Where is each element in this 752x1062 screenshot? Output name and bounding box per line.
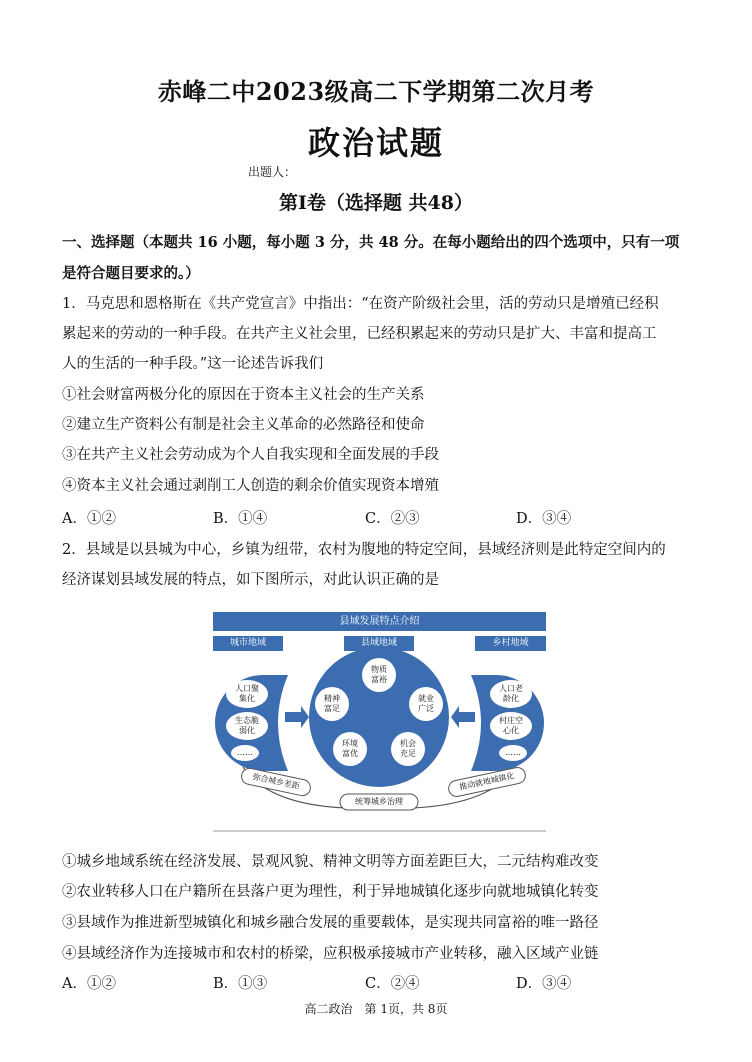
section-instruction-line2: 是符合题目要求的。）	[62, 265, 200, 282]
q1-option-b: B．①④	[213, 511, 268, 527]
left-item-1: 人口聚集化	[235, 684, 259, 703]
center-item-3: 就业广泛	[418, 694, 434, 713]
q2-item-1: ①城乡地域系统在经济发展、景观风貌、精神文明等方面差距巨大，二元结构难改变	[62, 854, 599, 870]
county-development-diagram	[213, 612, 546, 834]
q1-option-d: D．③④	[516, 511, 572, 527]
q2-item-4: ④县域经济作为连接城市和农村的桥梁，应积极承接城市产业转移，融入区域产业链	[62, 946, 599, 962]
arrow-left-icon	[451, 706, 475, 728]
right-item-1: 人口老龄化	[499, 684, 523, 703]
left-item-2: 生态脆弱化	[235, 716, 259, 735]
exam-title: 赤峰二中2023级高二下学期第二次月考	[157, 77, 595, 106]
bottom-label-center: 统筹城乡治理	[355, 797, 403, 806]
q2-stem-line2: 经济谋划县域发展的特点，如下图所示，对此认识正确的是	[62, 572, 439, 588]
tab-urban-area: 城市地域	[213, 636, 283, 651]
bottom-label-left: 弥合城乡差距	[251, 772, 301, 791]
center-item-2: 精神富足	[324, 694, 340, 713]
q1-item-2: ②建立生产资料公有制是社会主义革命的必然路径和使命	[62, 417, 425, 433]
arrow-right-icon	[285, 706, 309, 728]
q1-item-3: ③在共产主义社会劳动成为个人自我实现和全面发展的手段	[62, 447, 439, 463]
q1-option-c: C．②③	[365, 511, 420, 527]
tab-county-area: 县域地域	[344, 636, 414, 651]
q2-option-c: C．②④	[365, 976, 420, 992]
q2-option-d: D．③④	[516, 976, 572, 992]
q1-option-a: A．①②	[62, 511, 116, 527]
diagram-title: 县域发展特点介绍	[213, 612, 546, 631]
right-item-2: 村庄空心化	[499, 716, 523, 735]
q2-item-2: ②农业转移人口在户籍所在县落户更为理性，利于异地城镇化逐步向就地城镇化转变	[62, 884, 599, 900]
author-label: 出题人：	[248, 165, 297, 179]
section-instruction-line1: 一、选择题（本题共 16 小题，每小题 3 分，共 48 分。在每小题给出的四个选项中，只有一项	[62, 234, 680, 251]
volume-heading: 第Ⅰ卷（选择题 共48）	[279, 192, 473, 214]
q1-stem-line3: 人的生活的一种手段。”这一论述告诉我们	[62, 356, 324, 372]
q1-stem-line2: 累起来的劳动的一种手段。在共产主义社会里，已经积累起来的劳动只是扩大、丰富和提高工	[62, 326, 657, 342]
bottom-label-right: 推动就地城镇化	[458, 771, 516, 792]
q1-item-4: ④资本主义社会通过剥削工人创造的剩余价值实现资本增殖	[62, 478, 439, 494]
left-item-3: ……	[237, 748, 253, 757]
right-item-3: ……	[505, 748, 521, 757]
q1-stem-line1: 1．马克思和恩格斯在《共产党宣言》中指出：“在资产阶级社会里，活的劳动只是增殖已经积	[62, 296, 659, 312]
center-item-5: 机会充足	[400, 739, 416, 758]
q2-stem-line1: 2．县域是以县城为中心，乡镇为纽带，农村为腹地的特定空间，县域经济则是此特定空间内的	[62, 542, 666, 558]
center-item-4: 环境富优	[342, 739, 358, 758]
center-item-1: 物质富裕	[371, 665, 387, 684]
q2-item-3: ③县域作为推进新型城镇化和城乡融合发展的重要载体，是实现共同富裕的唯一路径	[62, 915, 599, 931]
q2-option-a: A．①②	[62, 976, 116, 992]
page-footer: 高二政治 第 1页，共 8页	[304, 1002, 448, 1016]
q2-option-b: B．①③	[213, 976, 268, 992]
q1-item-1: ①社会财富两极分化的原因在于资本主义社会的生产关系	[62, 387, 425, 403]
subject-title: 政治试题	[307, 124, 444, 162]
tab-rural-area: 乡村地域	[475, 636, 546, 651]
